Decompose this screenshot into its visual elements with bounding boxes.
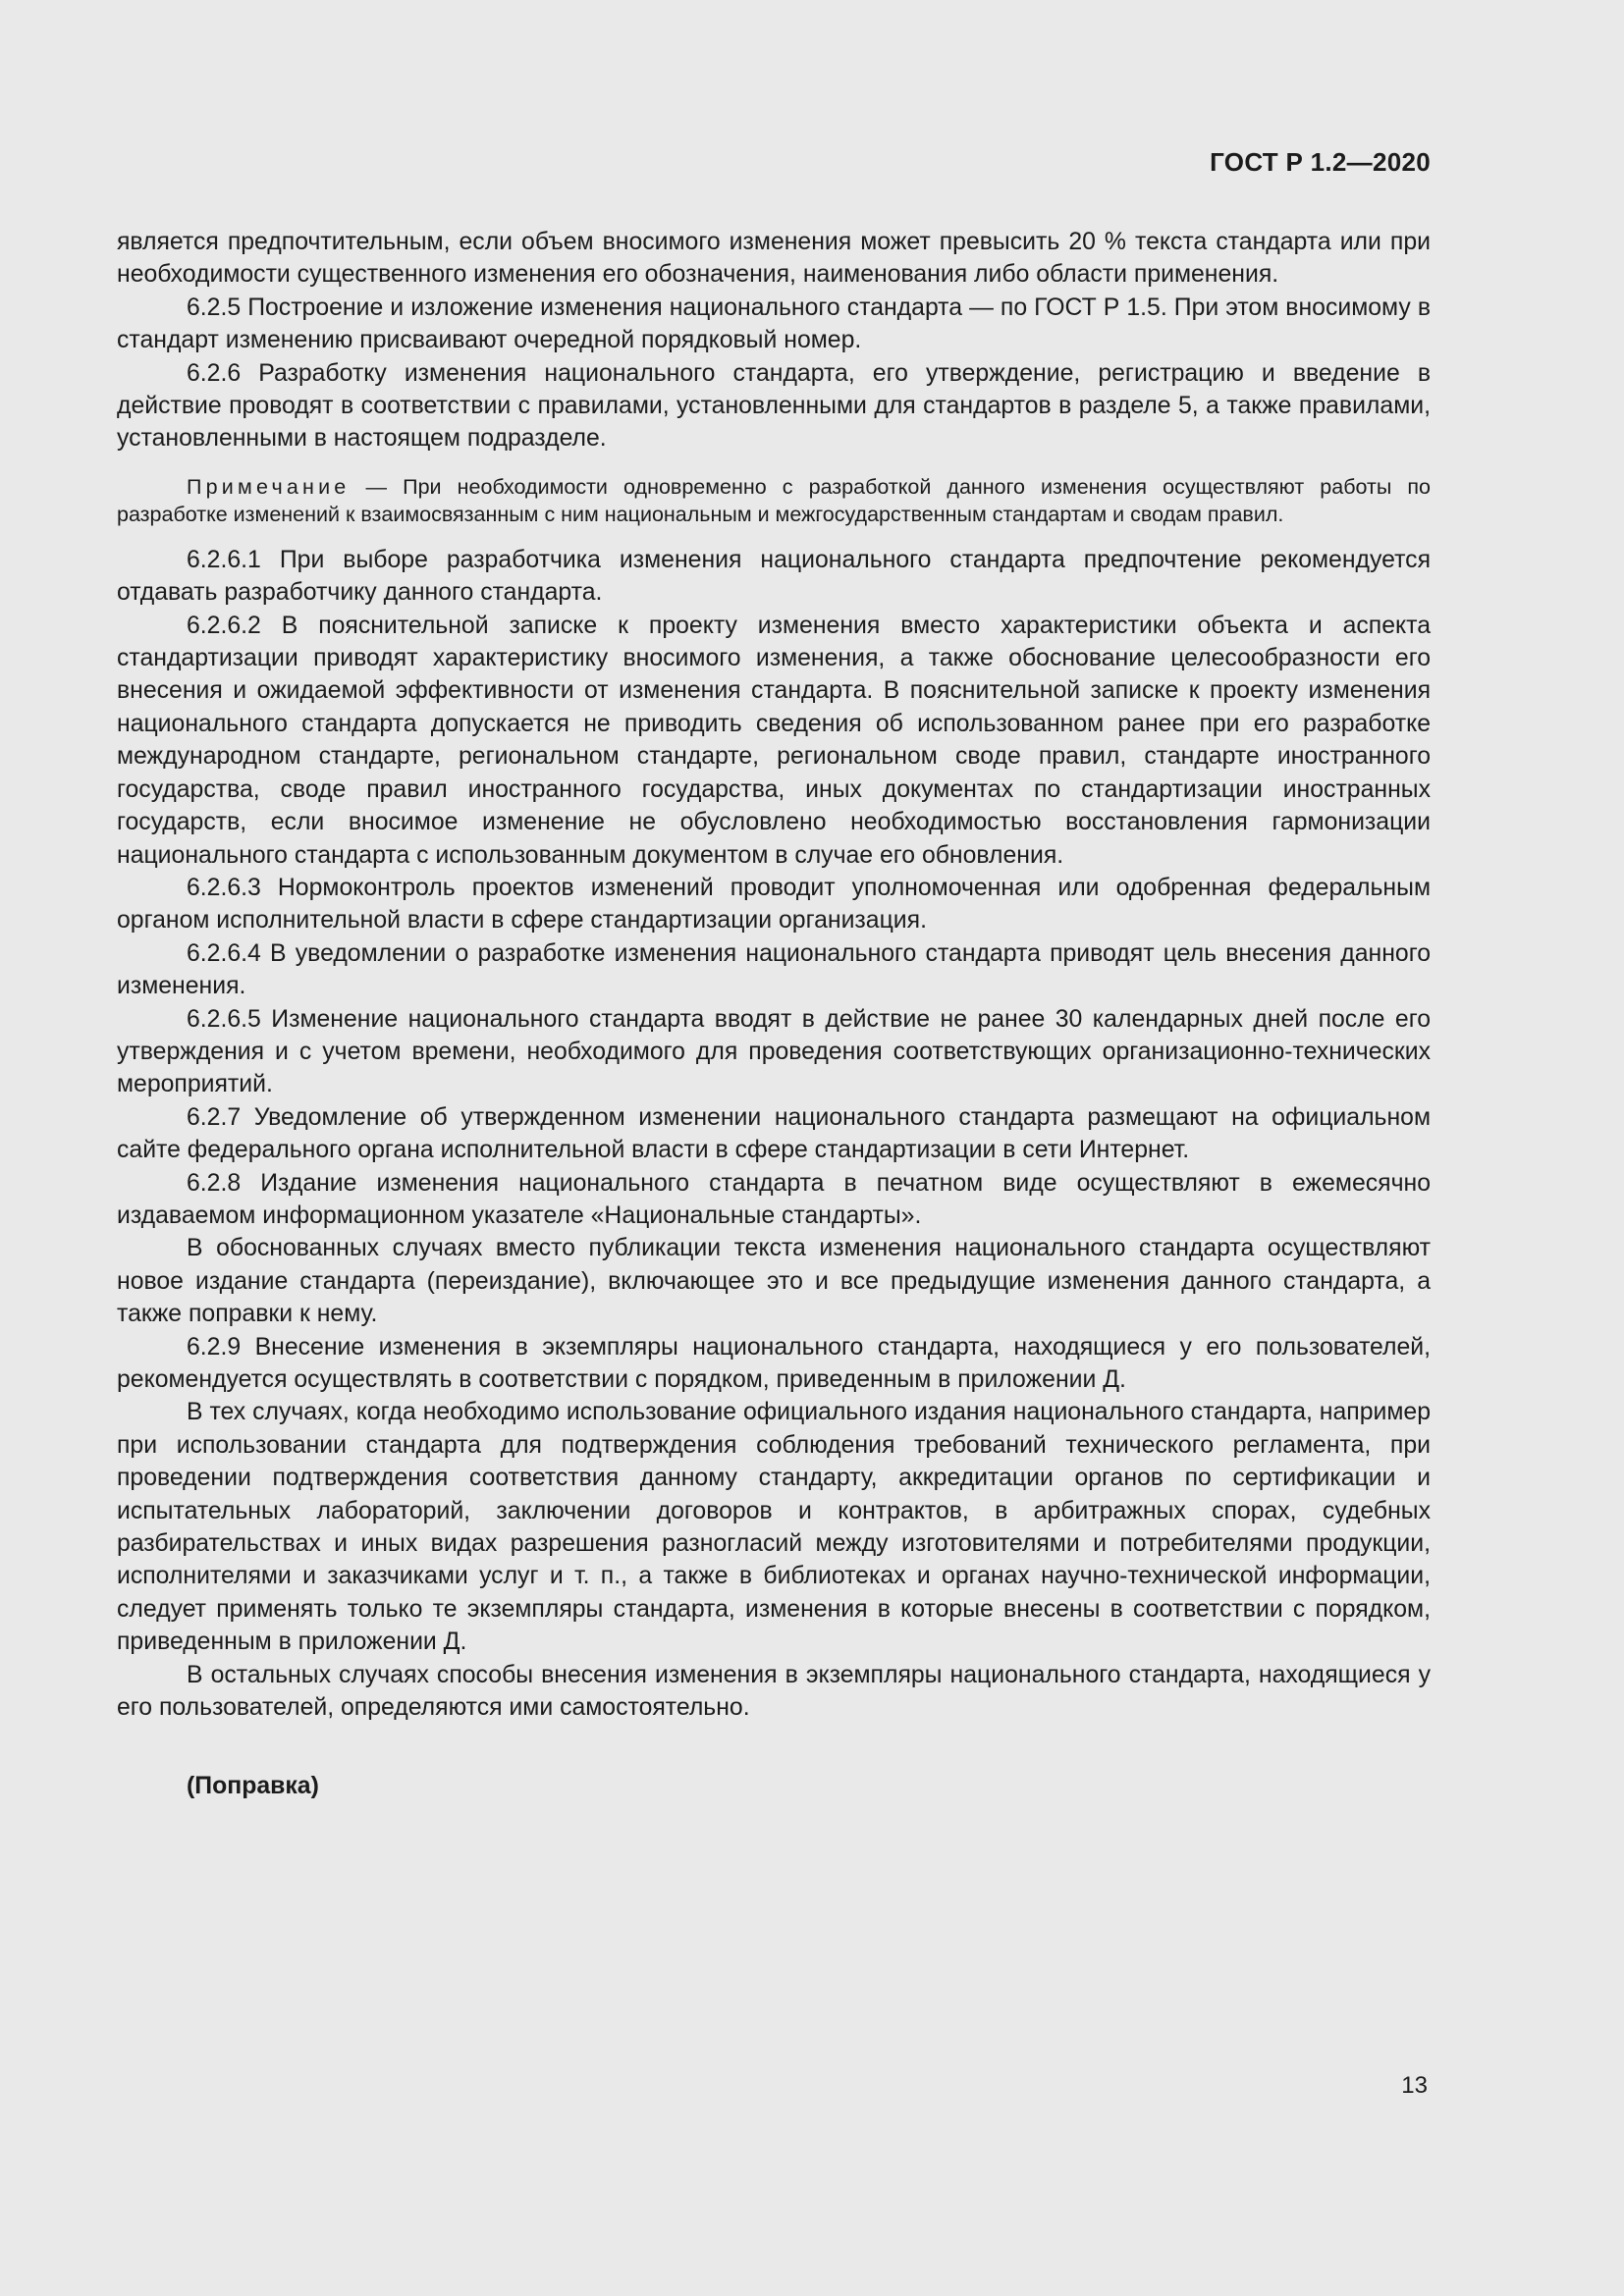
clause-6-2-6-3: 6.2.6.3 Нормоконтроль проектов изменений проводит уполномоченная или одобренная федеральным органом исполнительной власти в сфере стандартизации организация.	[117, 874, 1431, 934]
clause-6-2-6-4: 6.2.6.4 В уведомлении о разработке изменения национального стандарта приводят цель внесения данного изменения.	[117, 939, 1431, 1000]
clause-6-2-6-2: 6.2.6.2 В пояснительной записке к проекту изменения вместо характеристики объекта и аспекта стандартизации приводят характеристику вносимого изменения, а также обоснование целесообразности его внесения и ожидаемой эффективности от изменения стандарта. В пояснительной записке к проекту изменения национального стандарта допускается не приводить сведения об использованном ранее при его разработке международном стандарте, региональном стандарте, региональном своде правил, стандарте иностранного государства, своде правил иностранного государства, иных документах по стандартизации иностранных государств, если вносимое изменение не обусловлено необходимостью восстановления гармонизации национального стандарта с использованным документом в случае его обновления.	[117, 612, 1431, 869]
document-code-header: ГОСТ Р 1.2—2020	[1210, 147, 1431, 177]
clause-6-2-9-continuation: В тех случаях, когда необходимо использование официального издания национального стандарта, например при использовании стандарта для подтверждения соблюдения требований технического регламента, при проведении подтверждения соответствия данному стандарту, аккредитации органов по сертификации и испытательных лабораторий, заключении договоров и контрактов, в арбитражных спорах, судебных разбирательствах и иных видах разрешения разногласий между изготовителями и потребителями продукции, исполнителями и заказчиками услуг и т. п., а также в библиотеках и органах научно-технической информации, следует применять только те экземпляры стандарта, изменения в которые внесены в соответствии с порядком, приведенным в приложении Д.	[117, 1399, 1431, 1656]
clause-6-2-8: 6.2.8 Издание изменения национального стандарта в печатном виде осуществляют в ежемесячно издаваемом информационном указателе «Национальные стандарты».	[117, 1169, 1431, 1229]
clause-6-2-6-1: 6.2.6.1 При выборе разработчика изменения национального стандарта предпочтение рекомендуется отдавать разработчику данного стандарта.	[117, 546, 1431, 607]
clause-6-2-6: 6.2.6 Разработку изменения национального стандарта, его утверждение, регистрацию и введение в действие проводят в соответствии с правилами, установленными для стандартов в разделе 5, а также правилами, установленными в настоящем подразделе.	[117, 359, 1431, 453]
note-paragraph	[117, 473, 1431, 529]
note-label: Примечание	[187, 474, 351, 499]
clause-6-2-5: 6.2.5 Построение и изложение изменения национального стандарта — по ГОСТ Р 1.5. При этом вносимому в стандарт изменению присваивают очередной порядковый номер.	[117, 294, 1431, 354]
clause-6-2-6-5: 6.2.6.5 Изменение национального стандарта вводят в действие не ранее 30 календарных дней после его утверждения и с учетом времени, необходимого для проведения соответствующих организационно-технических мероприятий.	[117, 1005, 1431, 1098]
note-text: — При необходимости одновременно с разработкой данного изменения осуществляют работы по разработке изменений к взаимосвязанным с ним национальным и межгосударственным стандартам и сводам правил.	[117, 474, 1431, 527]
continuation-paragraph: является предпочтительным, если объем вносимого изменения может превысить 20 % текста стандарта или при необходимости существенного изменения его обозначения, наименования либо области применения.	[117, 229, 1431, 289]
clause-6-2-9: 6.2.9 Внесение изменения в экземпляры национального стандарта, находящиеся у его пользователей, рекомендуется осуществлять в соответствии с порядком, приведенным в приложении Д.	[117, 1333, 1431, 1393]
clause-6-2-7: 6.2.7 Уведомление об утвержденном изменении национального стандарта размещают на официальном сайте федерального органа исполнительной власти в сфере стандартизации в сети Интернет.	[117, 1103, 1431, 1164]
clause-6-2-8-continuation: В обоснованных случаях вместо публикации текста изменения национального стандарта осуществляют новое издание стандарта (переиздание), включающее это и все предыдущие изменения данного стандарта, а также поправки к нему.	[117, 1235, 1431, 1328]
document-body	[117, 226, 1431, 1803]
amendment-mark: (Поправка)	[187, 1773, 319, 1800]
clause-6-2-9-final: В остальных случаях способы внесения изменения в экземпляры национального стандарта, находящиеся у его пользователей, определяются ими самостоятельно.	[117, 1661, 1431, 1722]
page-number: 13	[1401, 2072, 1428, 2099]
